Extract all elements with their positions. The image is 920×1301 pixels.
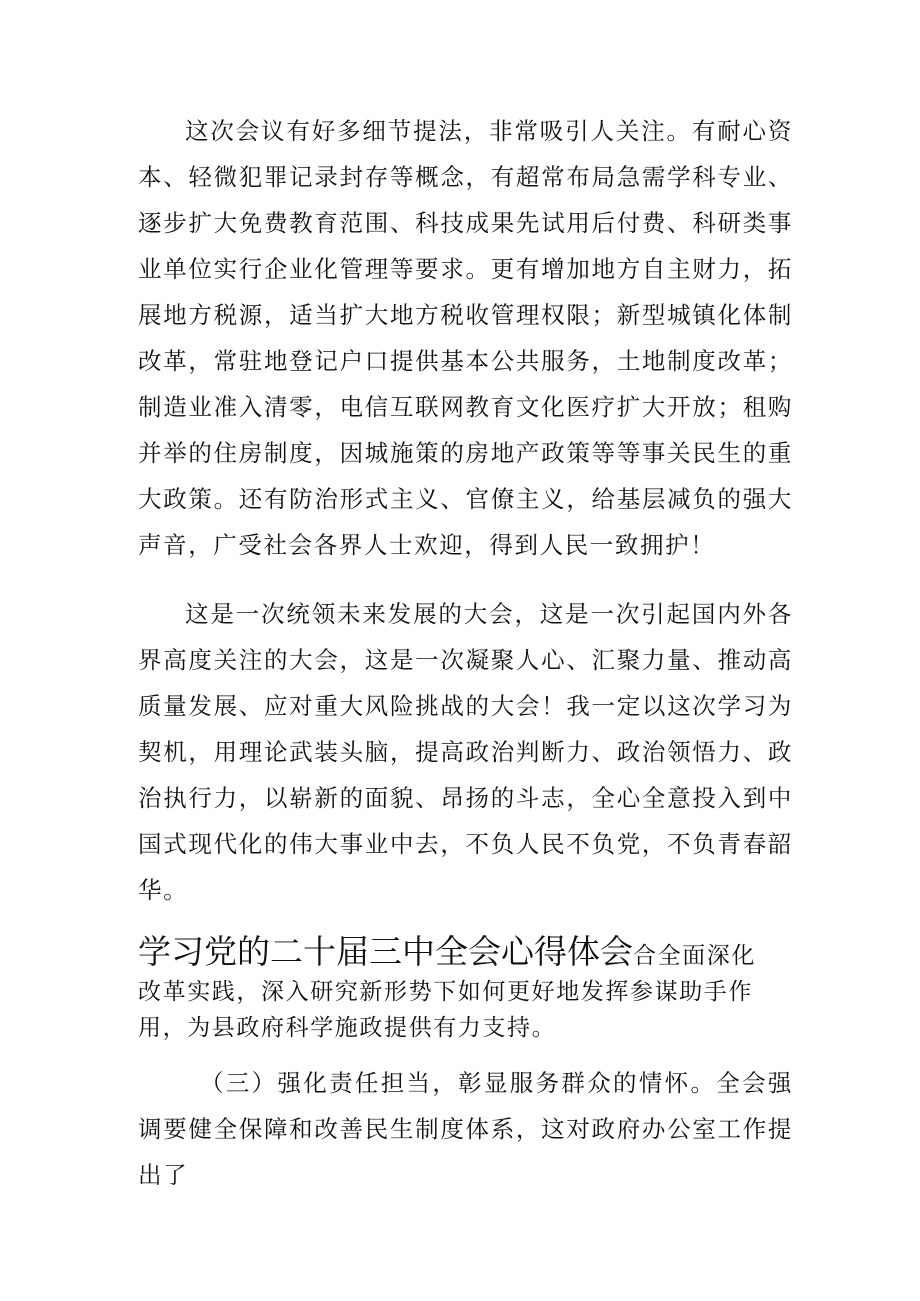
heading-continuation-text: 改革实践，深入研究新形势下如何更好地发挥参谋助手作用，为县政府科学施政提供有力支持。: [138, 979, 753, 1041]
document-title: 学习党的二十届三中全会心得体会: [138, 932, 633, 971]
heading-tail-text: 合全面深化: [633, 943, 756, 969]
paragraph-section-three: （三）强化责任担当，彰显服务群众的情怀。全会强调要健全保障和改善民生制度体系，这对政府办公室工作提出了: [138, 1069, 793, 1189]
paragraph-meeting-details: 这次会议有好多细节提法，非常吸引人关注。有耐心资本、轻微犯罪记录封存等概念，有超常布局急需学科专业、逐步扩大免费教育范围、科技成果先试用后付费、科研类事业单位实行企业化管理等要求。更有增加地方自主财力，拓展地方税源，适当扩大地方税收管理权限；新型城镇化体制改革，常驻地登记户口提供基本公共服务，土地制度改革；制造业准入清零，电信互联网教育文化医疗扩大开放；租购并举的住房制度，因城施策的房地产政策等等事关民生的重大政策。还有防治形式主义、官僚主义，给基层减负的强大声音，广受社会各界人士欢迎，得到人民一致拥护！: [138, 117, 793, 559]
paragraph-conference-significance: 这是一次统领未来发展的大会，这是一次引起国内外各界高度关注的大会，这是一次凝聚人心、汇聚力量、推动高质量发展、应对重大风险挑战的大会！我一定以这次学习为契机，用理论武装头脑，提高政治判断力、政治领悟力、政治执行力，以崭新的面貌、昂扬的斗志，全心全意投入到中国式现代化的伟大事业中去，不负人民不负党，不负青春韶华。: [138, 600, 793, 904]
heading-line: [138, 932, 793, 976]
